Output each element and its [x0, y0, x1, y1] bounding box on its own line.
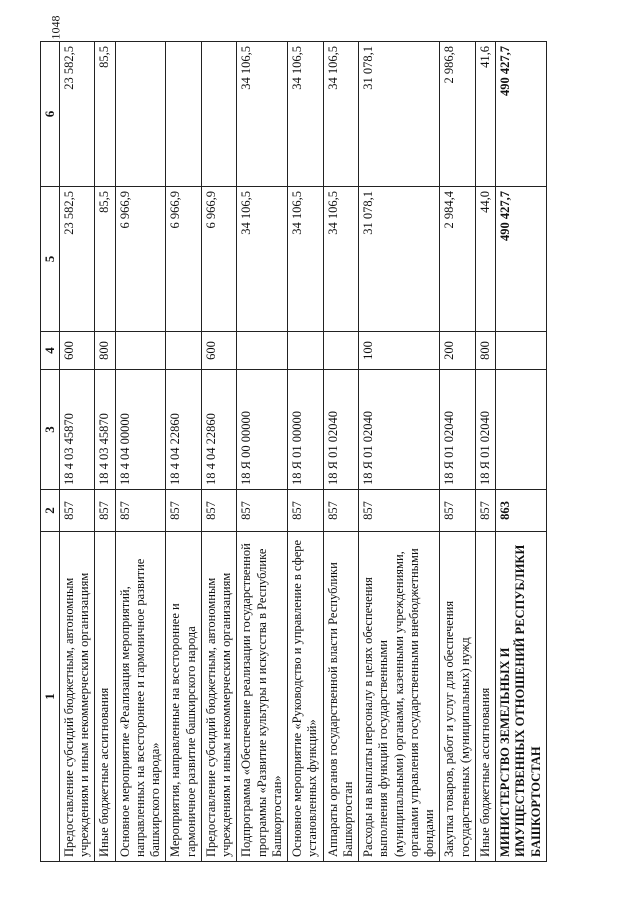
- row-sum-col6-cell: 23 582,5: [59, 42, 95, 187]
- row-vr-cell: [115, 332, 166, 370]
- row-ved-cell: 857: [359, 490, 440, 532]
- row-vr-cell: 600: [59, 332, 95, 370]
- row-ved-cell: 857: [288, 490, 324, 532]
- budget-table-container: [40, 42, 600, 862]
- row-kcsr-cell: 18 Я 01 02040: [440, 370, 476, 490]
- row-ved-cell: 857: [95, 490, 115, 532]
- table-row: [115, 42, 166, 862]
- row-kcsr-cell: 18 Я 01 02040: [475, 370, 495, 490]
- row-kcsr-cell: 18 4 04 00000: [115, 370, 166, 490]
- row-vr-cell: [288, 332, 324, 370]
- row-ved-cell: 863: [496, 490, 547, 532]
- table-row: [496, 42, 547, 862]
- row-name-cell: Аппараты органов государственной власти Республики Башкортостан: [323, 532, 359, 862]
- row-name-cell: Закупка товаров, работ и услуг для обеспечения государственных (муниципальных) нужд: [440, 532, 476, 862]
- row-sum-col6-cell: 34 106,5: [237, 42, 288, 187]
- row-vr-cell: 800: [95, 332, 115, 370]
- row-vr-cell: [323, 332, 359, 370]
- row-name-cell: Предоставление субсидий бюджетным, автономным учреждениям и иным некоммерческим организациям: [201, 532, 237, 862]
- budget-table: [40, 41, 547, 862]
- row-kcsr-cell: 18 4 04 22860: [201, 370, 237, 490]
- row-kcsr-cell: [496, 370, 547, 490]
- row-ved-cell: 857: [166, 490, 202, 532]
- header-col-3: 3: [41, 370, 60, 490]
- row-name-cell: Предоставление субсидий бюджетным, автономным учреждениям и иным некоммерческим организациям: [59, 532, 95, 862]
- row-sum-col6-cell: [201, 42, 237, 187]
- table-body: [59, 42, 546, 862]
- table-row: [323, 42, 359, 862]
- row-sum-col5-cell: 2 984,4: [440, 187, 476, 332]
- table-row: [359, 42, 440, 862]
- row-sum-col5-cell: 85,5: [95, 187, 115, 332]
- row-kcsr-cell: 18 Я 01 02040: [323, 370, 359, 490]
- table-row: [59, 42, 95, 862]
- row-name-cell: Основное мероприятие «Реализация мероприятий, направленных на всестороннее и гармоничное развитие башкирского народа»: [115, 532, 166, 862]
- header-col-1: 1: [41, 532, 60, 862]
- row-vr-cell: 200: [440, 332, 476, 370]
- row-name-cell: Иные бюджетные ассигнования: [95, 532, 115, 862]
- row-ved-cell: 857: [323, 490, 359, 532]
- row-ved-cell: 857: [59, 490, 95, 532]
- row-vr-cell: [237, 332, 288, 370]
- row-sum-col6-cell: 2 986,8: [440, 42, 476, 187]
- row-sum-col6-cell: 34 106,5: [323, 42, 359, 187]
- row-sum-col5-cell: 490 427,7: [496, 187, 547, 332]
- row-sum-col6-cell: 85,5: [95, 42, 115, 187]
- row-ved-cell: 857: [440, 490, 476, 532]
- row-name-cell: Мероприятия, направленные на всестороннее и гармоничное развитие башкирского народа: [166, 532, 202, 862]
- row-sum-col6-cell: 31 078,1: [359, 42, 440, 187]
- table-header-row: [41, 42, 60, 862]
- table-row: [440, 42, 476, 862]
- row-sum-col5-cell: 44,0: [475, 187, 495, 332]
- row-sum-col6-cell: [115, 42, 166, 187]
- row-ved-cell: 857: [201, 490, 237, 532]
- row-sum-col6-cell: 490 427,7: [496, 42, 547, 187]
- row-sum-col5-cell: 34 106,5: [237, 187, 288, 332]
- table-row: [201, 42, 237, 862]
- row-ved-cell: 857: [475, 490, 495, 532]
- row-ved-cell: 857: [237, 490, 288, 532]
- row-sum-col6-cell: [166, 42, 202, 187]
- table-row: [95, 42, 115, 862]
- header-col-4: 4: [41, 332, 60, 370]
- header-col-5: 5: [41, 187, 60, 332]
- row-sum-col6-cell: 41,6: [475, 42, 495, 187]
- table-row: [288, 42, 324, 862]
- row-kcsr-cell: 18 Я 01 02040: [359, 370, 440, 490]
- table-row: [166, 42, 202, 862]
- row-kcsr-cell: 18 4 03 45870: [95, 370, 115, 490]
- header-col-2: 2: [41, 490, 60, 532]
- row-kcsr-cell: 18 Я 01 00000: [288, 370, 324, 490]
- table-row: [475, 42, 495, 862]
- row-kcsr-cell: 18 4 04 22860: [166, 370, 202, 490]
- row-vr-cell: 600: [201, 332, 237, 370]
- row-sum-col6-cell: 34 106,5: [288, 42, 324, 187]
- table-row: [237, 42, 288, 862]
- row-name-cell: Подпрограмма «Обеспечение реализации государственной программы «Развитие культуры и искусства в Республике Башкортостан»: [237, 532, 288, 862]
- row-sum-col5-cell: 34 106,5: [323, 187, 359, 332]
- row-sum-col5-cell: 6 966,9: [201, 187, 237, 332]
- row-name-cell: Основное мероприятие «Руководство и управление в сфере установленных функций»: [288, 532, 324, 862]
- header-col-6: 6: [41, 42, 60, 187]
- row-kcsr-cell: 18 Я 00 00000: [237, 370, 288, 490]
- row-vr-cell: 100: [359, 332, 440, 370]
- row-name-cell: МИНИСТЕРСТВО ЗЕМЕЛЬНЫХ И ИМУЩЕСТВЕННЫХ ОТНОШЕНИЙ РЕСПУБЛИКИ БАШКОРТОСТАН: [496, 532, 547, 862]
- page-number: 1048: [48, 15, 63, 40]
- row-kcsr-cell: 18 4 03 45870: [59, 370, 95, 490]
- row-sum-col5-cell: 6 966,9: [115, 187, 166, 332]
- row-vr-cell: [496, 332, 547, 370]
- row-vr-cell: 800: [475, 332, 495, 370]
- row-vr-cell: [166, 332, 202, 370]
- row-name-cell: Расходы на выплаты персоналу в целях обеспечения выполнения функций государственными (муниципальными) органами, казенными учреждениями, органами управления государственными внебюджетными фондами: [359, 532, 440, 862]
- row-sum-col5-cell: 31 078,1: [359, 187, 440, 332]
- row-ved-cell: 857: [115, 490, 166, 532]
- row-sum-col5-cell: 34 106,5: [288, 187, 324, 332]
- row-sum-col5-cell: 6 966,9: [166, 187, 202, 332]
- row-name-cell: Иные бюджетные ассигнования: [475, 532, 495, 862]
- row-sum-col5-cell: 23 582,5: [59, 187, 95, 332]
